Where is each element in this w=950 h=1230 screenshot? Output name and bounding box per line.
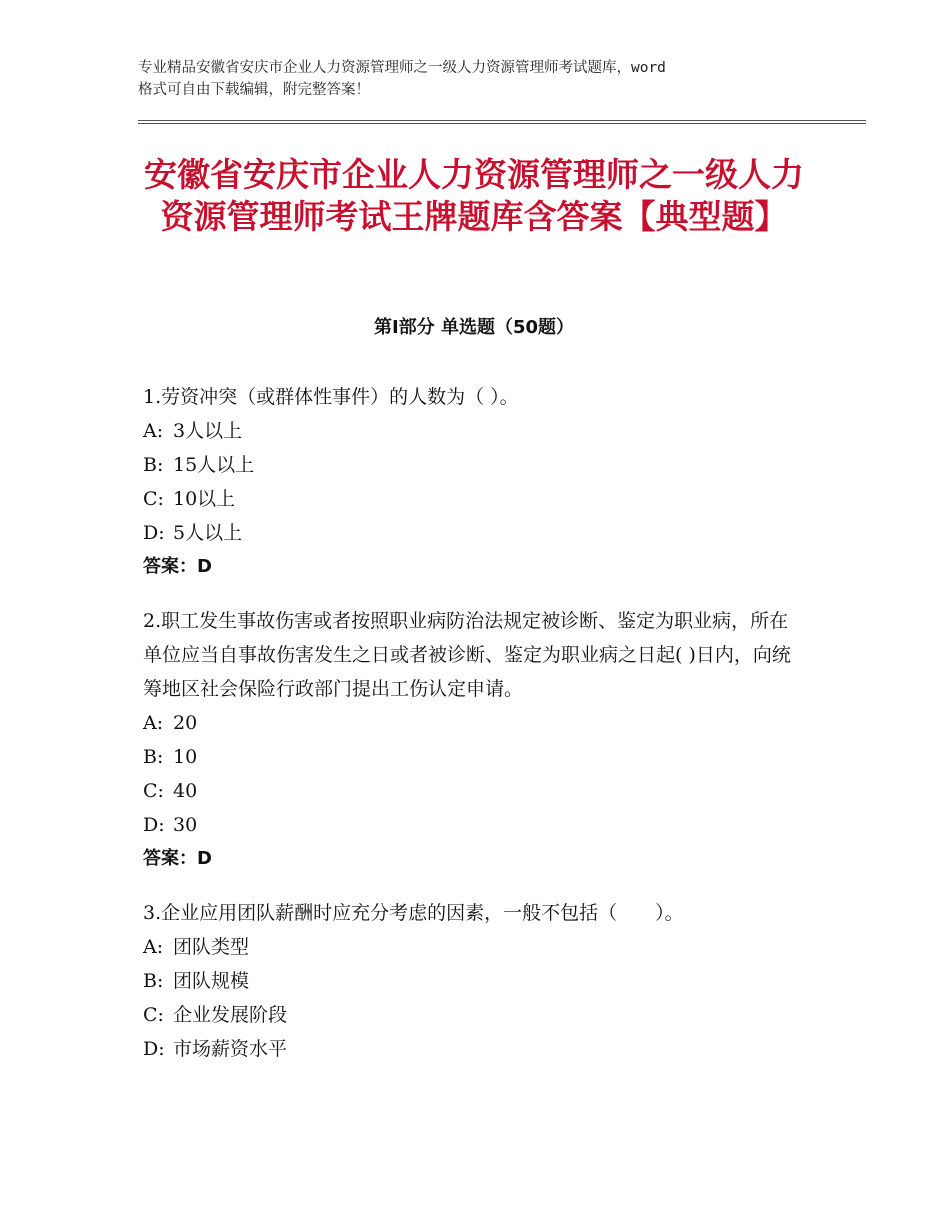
question-answer: 答案：D xyxy=(143,848,212,869)
question-item xyxy=(143,380,803,584)
question-list xyxy=(143,380,803,1086)
option-text: 企业发展阶段 xyxy=(173,1004,288,1026)
option-text: 团队规模 xyxy=(173,970,250,992)
option-letter: A: xyxy=(143,712,164,734)
option-text: 10 xyxy=(173,746,198,768)
option-letter: D: xyxy=(143,1038,165,1060)
header-note xyxy=(138,57,818,101)
option-letter: C: xyxy=(143,780,164,802)
question-option xyxy=(143,774,803,808)
question-item xyxy=(143,896,803,1066)
option-text: 15人以上 xyxy=(173,454,255,476)
question-option xyxy=(143,516,803,550)
option-letter: C: xyxy=(143,1004,164,1026)
question-option xyxy=(143,448,803,482)
question-answer: 答案：D xyxy=(143,556,212,577)
question-stem: 1.劳资冲突（或群体性事件）的人数为（ ）。 xyxy=(143,386,519,408)
option-letter: D: xyxy=(143,814,165,836)
header-note-line-1: 专业精品安徽省安庆市企业人力资源管理师之一级人力资源管理师考试题库，word xyxy=(138,60,666,76)
option-text: 市场薪资水平 xyxy=(173,1038,288,1060)
option-letter: A: xyxy=(143,420,164,442)
option-letter: A: xyxy=(143,936,164,958)
header-note-line-2: 格式可自由下载编辑，附完整答案！ xyxy=(138,82,370,98)
option-letter: B: xyxy=(143,454,164,476)
question-option xyxy=(143,964,803,998)
question-option xyxy=(143,808,803,842)
question-option xyxy=(143,482,803,516)
option-letter: B: xyxy=(143,746,164,768)
option-text: 5人以上 xyxy=(173,522,243,544)
question-item xyxy=(143,604,803,876)
question-stem: 2.职工发生事故伤害或者按照职业病防治法规定被诊断、鉴定为职业病，所在单位应当自事故伤害发生之日或者被诊断、鉴定为职业病之日起( )日内，向统筹地区社会保险行政部门提出工伤认定申请。 xyxy=(143,610,791,700)
option-text: 40 xyxy=(173,780,198,802)
header-divider xyxy=(138,120,866,124)
option-text: 30 xyxy=(173,814,198,836)
question-option xyxy=(143,706,803,740)
option-text: 团队类型 xyxy=(173,936,250,958)
option-text: 10以上 xyxy=(173,488,236,510)
question-option xyxy=(143,414,803,448)
option-letter: C: xyxy=(143,488,164,510)
option-letter: D: xyxy=(143,522,165,544)
option-text: 20 xyxy=(173,712,198,734)
question-stem: 3.企业应用团队薪酬时应充分考虑的因素，一般不包括（ ）。 xyxy=(143,902,684,924)
option-letter: B: xyxy=(143,970,164,992)
option-text: 3人以上 xyxy=(173,420,243,442)
question-option xyxy=(143,740,803,774)
question-option xyxy=(143,998,803,1032)
document-title: 安徽省安庆市企业人力资源管理师之一级人力资源管理师考试王牌题库含答案【典型题】 xyxy=(144,155,804,236)
section-title: 第Ⅰ部分 单选题（50题） xyxy=(373,317,574,338)
question-option xyxy=(143,930,803,964)
question-option xyxy=(143,1032,803,1066)
